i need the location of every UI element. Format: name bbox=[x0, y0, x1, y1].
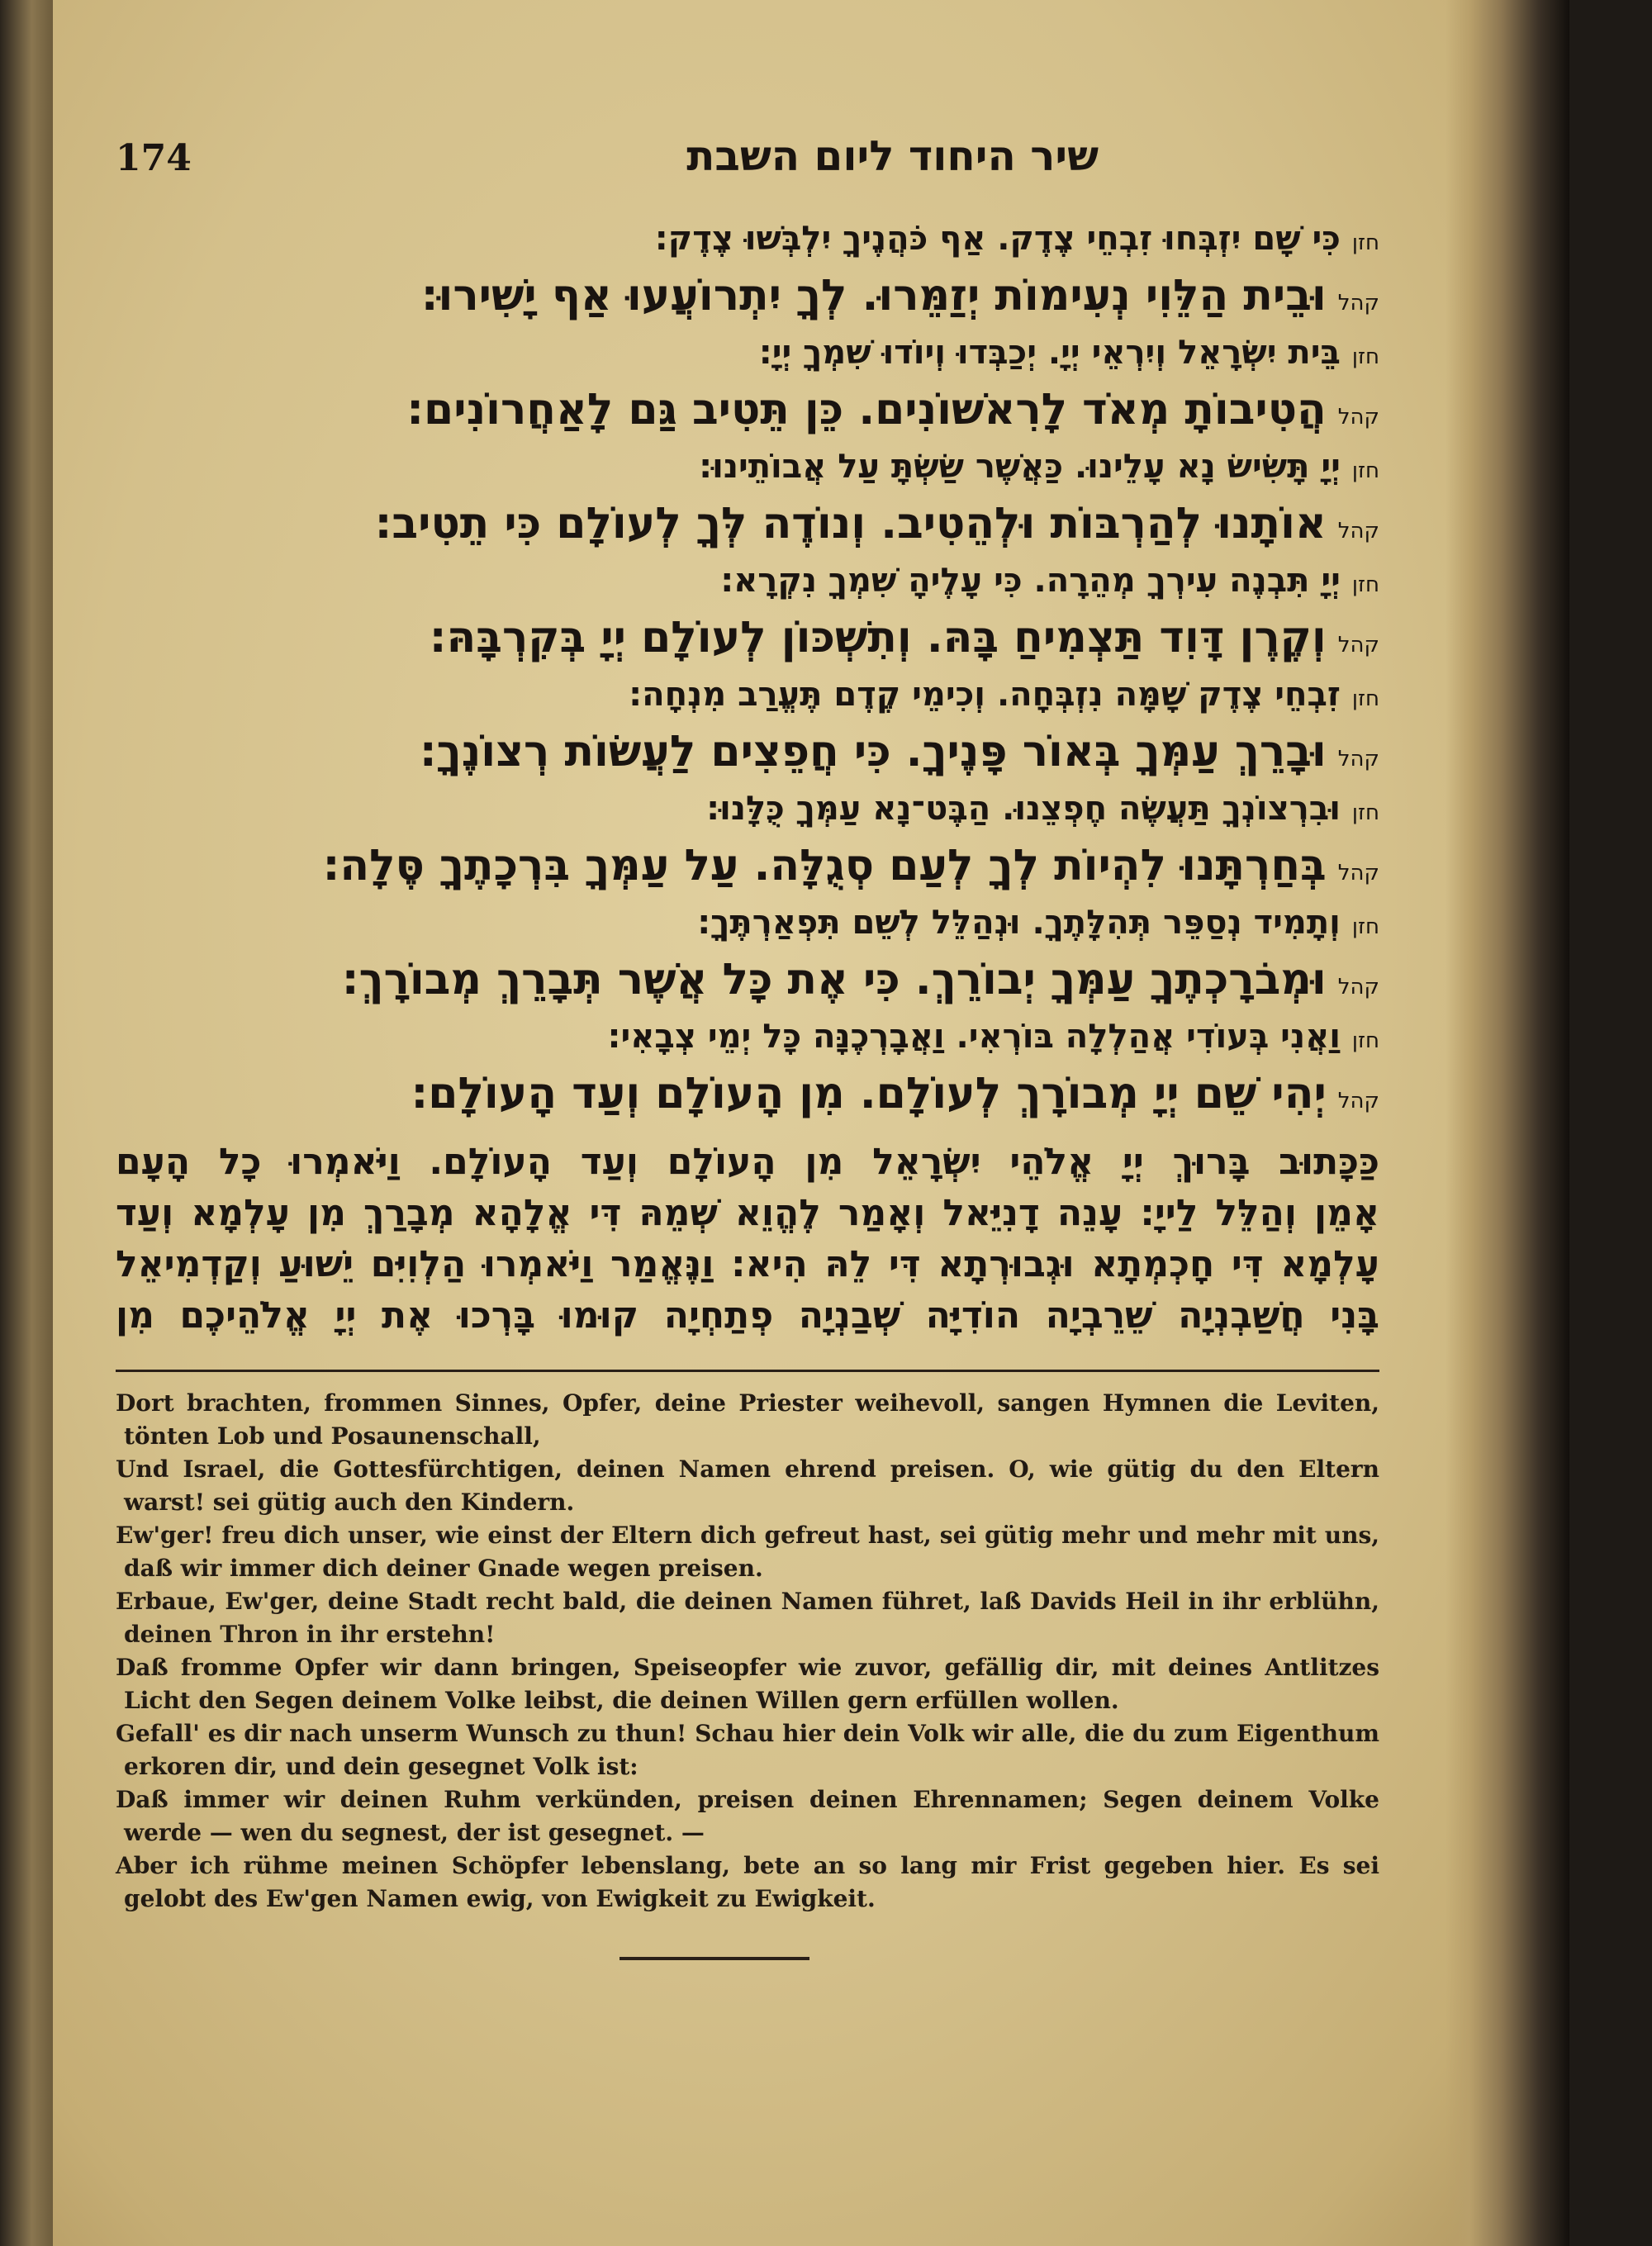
speaker-label: חזן bbox=[1351, 572, 1379, 597]
speaker-label: חזן bbox=[1351, 458, 1379, 483]
speaker-label: חזן bbox=[1351, 230, 1379, 255]
verse-line bbox=[116, 553, 1379, 608]
verse-text: וּמְבֹרָכְתֶךָ עַמְּךָ יְבוֹרֵךְ. כִּי אֶת כָּל אֲשֶׁר תְּבָרֵךְ מְבוֹרָךְ: bbox=[341, 955, 1327, 1004]
verse-line bbox=[116, 1009, 1379, 1064]
verse-text: בֵּית יִשְׂרָאֵל וְיִרְאֵי יְיָ. יְכַבְּדוּ וְיוֹדוּ שִׁמְךָ יְיָ: bbox=[758, 334, 1341, 372]
speaker-label: חזן bbox=[1351, 1028, 1379, 1053]
verse-line bbox=[116, 266, 1379, 325]
speaker-label: קהל bbox=[1337, 975, 1379, 1000]
speaker-label: חזן bbox=[1351, 686, 1379, 711]
speaker-label: קהל bbox=[1337, 633, 1379, 658]
verse-text: וַאֲנִי בְּעוֹדִי אֲהַלְלָה בּוֹרְאִי. וַאֲבָרְכֶנָּה כָּל יְמֵי צְבָאִי: bbox=[607, 1018, 1341, 1056]
verse-line bbox=[116, 667, 1379, 722]
speaker-label: קהל bbox=[1337, 1089, 1379, 1114]
verse-text: הֲטִיבוֹתָ מְאֹד לָרִאשׁוֹנִים. כֵּן תֵּטִיב גַּם לָאַחֲרוֹנִים: bbox=[406, 385, 1327, 434]
speaker-label: קהל bbox=[1337, 291, 1379, 316]
prose-line: כַּכָּתוּב בָּרוּךְ יְיָ אֱלֹהֵי יִשְׂרָאֵל מִן הָעוֹלָם וְעַד הָעוֹלָם. וַיֹּאמְרוּ כָל הָעָם bbox=[116, 1141, 1379, 1183]
speaker-label: קהל bbox=[1337, 861, 1379, 886]
speaker-label: קהל bbox=[1337, 747, 1379, 772]
running-title: שיר היחוד ליום השבת bbox=[686, 132, 1099, 180]
translation-paragraph: Daß immer wir deinen Ruhm verkünden, preisen deinen Ehrennamen; Segen deinem Volke werde — wen du segnest, der ist gesegnet. — bbox=[116, 1786, 1379, 1846]
verse-text: וּבֵית הַלֵּוִי נְעִימוֹת יְזַמֵּרוּ. לְךָ יִתְרוֹעֲעוּ אַף יָשִׁירוּ: bbox=[420, 271, 1327, 321]
translation-paragraph: Und Israel, die Gottesfürchtigen, deinen Namen ehrend preisen. O, wie gütig du den Eltern warst! sei gütig auch den Kindern. bbox=[116, 1455, 1379, 1516]
german-translation bbox=[116, 1387, 1379, 1916]
verse-text: וְקֶרֶן דָּוִד תַּצְמִיחַ בָּהּ. וְתִשְׁכּוֹן לְעוֹלָם יְיָ בְּקִרְבָּהּ: bbox=[429, 613, 1327, 662]
verse-text: יְיָ תִּבְנֶה עִירְךָ מְהֵרָה. כִּי עָלֶיהָ שִׁמְךָ נִקְרָא: bbox=[720, 562, 1341, 600]
verse-text: בְּחַרְתָּנוּ לִהְיוֹת לְךָ לְעַם סְגֻלָּה. עַל עַמְּךָ בִּרְכָתֶךָ סֶּלָה: bbox=[322, 841, 1327, 890]
hebrew-prose-paragraph bbox=[116, 1137, 1379, 1341]
verse-text: וְתָמִיד נְסַפֵּר תְּהִלָּתֶךָ. וּנְהַלֵּל לְשֵׁם תִּפְאַרְתֶּךָ: bbox=[697, 904, 1341, 942]
verse-line bbox=[116, 781, 1379, 836]
section-divider bbox=[116, 1370, 1379, 1372]
translation-paragraph: Daß fromme Opfer wir dann bringen, Speiseopfer wie zuvor, gefällig dir, mit deines Antlitzes Licht den Segen deinem Volke leibst, die deinen Willen gern erfüllen wollen. bbox=[116, 1654, 1379, 1714]
book-gutter bbox=[0, 0, 53, 2246]
verse-line bbox=[116, 1064, 1379, 1123]
verse-line bbox=[116, 380, 1379, 439]
verse-line bbox=[116, 494, 1379, 553]
end-rule bbox=[620, 1957, 809, 1960]
speaker-label: חזן bbox=[1351, 914, 1379, 939]
speaker-label: קהל bbox=[1337, 519, 1379, 544]
translation-paragraph: Aber ich rühme meinen Schöpfer lebenslang, bete an so lang mir Frist gegeben hier. Es sei gelobt des Ew'gen Namen ewig, von Ewigkeit zu Ewigkeit. bbox=[116, 1852, 1379, 1912]
verse-line bbox=[116, 608, 1379, 667]
speaker-label: חזן bbox=[1351, 344, 1379, 369]
verse-line bbox=[116, 722, 1379, 781]
verse-line bbox=[116, 439, 1379, 494]
verse-text: זִבְחֵי צֶדֶק שָׁמָּה נִזְבְּחָה. וְכִימֵי קֶדֶם תֶּעֱרַב מִנְחָה: bbox=[629, 676, 1341, 714]
page-content bbox=[116, 132, 1379, 1960]
verse-line bbox=[116, 950, 1379, 1009]
verse-text: וּבִרְצוֹנְךָ תַּעֲשֶׂה חֶפְצֵנוּ. הַבֶּט־נָא עַמְּךָ כֻּלָּנוּ: bbox=[706, 790, 1341, 828]
prose-line: אָמֵן וְהַלֵּל לַייָ: עָנֵה דָנִיֵּאל וְאָמַר לֶהֱוֵא שְׁמֵהּ דִּי אֱלָהָא מְבָרַךְ מִן עָלְמָא וְעַד bbox=[116, 1192, 1379, 1234]
prose-line: עָלְמָא דִּי חָכְמְתָא וּגְבוּרְתָא דִּי לֵהּ הִיא: וַנֶּאֱמַר וַיֹּאמְרוּ הַלְוִיִּם יֵשׁוּעַ וְקַדְמִיאֵל bbox=[116, 1243, 1379, 1285]
speaker-label: חזן bbox=[1351, 800, 1379, 825]
prose-line: בָּנִי חֲשַׁבְנְיָה שֵׁרֵבְיָה הוֹדִיָּה שְׁבַנְיָה פְתַחְיָה קוּמוּ בָּרְכוּ אֶת יְיָ אֱלֹהֵיכֶם מִן bbox=[116, 1294, 1379, 1337]
verse-line bbox=[116, 325, 1379, 380]
page-header bbox=[116, 132, 1379, 207]
verse-text: יְהִי שֵׁם יְיָ מְבוֹרָךְ לְעוֹלָם. מִן הָעוֹלָם וְעַד הָעוֹלָם: bbox=[411, 1069, 1327, 1118]
verse-line bbox=[116, 836, 1379, 895]
page-edge-shadow bbox=[1446, 0, 1569, 2246]
page-number: 174 bbox=[116, 137, 192, 179]
verse-text: יְיָ תָּשִׂישׂ נָא עָלֵינוּ. כַּאֲשֶׁר שַׂשְׂתָּ עַל אֲבוֹתֵינוּ: bbox=[699, 448, 1341, 486]
speaker-label: קהל bbox=[1337, 405, 1379, 430]
verse-line bbox=[116, 211, 1379, 266]
verse-text: כִּי שָׁם יִזְבְּחוּ זִבְחֵי צֶדֶק. אַף כֹּהֲנֶיךָ יִלְבְּשׁוּ צֶדֶק: bbox=[654, 220, 1341, 258]
verse-line bbox=[116, 895, 1379, 950]
translation-paragraph: Dort brachten, frommen Sinnes, Opfer, deine Priester weihevoll, sangen Hymnen die Leviten, tönten Lob und Posaunenschall, bbox=[116, 1389, 1379, 1450]
hebrew-verses bbox=[116, 211, 1379, 1123]
verse-text: וּבָרֵךְ עַמְּךָ בְּאוֹר פָּנֶיךָ. כִּי חֲפֵצִים לַעֲשׂוֹת רְצוֹנֶךָ: bbox=[419, 727, 1327, 776]
verse-text: אוֹתָנוּ לְהַרְבּוֹת וּלְהֵטִיב. וְנוֹדֶה לְּךָ לְעוֹלָם כִּי תֵטִיב: bbox=[374, 499, 1327, 548]
translation-paragraph: Gefall' es dir nach unserm Wunsch zu thun! Schau hier dein Volk wir alle, die du zum Eigenthum erkoren dir, und dein gesegnet Volk ist: bbox=[116, 1720, 1379, 1780]
translation-paragraph: Erbaue, Ew'ger, deine Stadt recht bald, die deinen Namen führet, laß Davids Heil in ihr erblühn, deinen Thron in ihr erstehn! bbox=[116, 1588, 1379, 1648]
translation-paragraph: Ew'ger! freu dich unser, wie einst der Eltern dich gefreut hast, sei gütig mehr und mehr mit uns, daß wir immer dich deiner Gnade wegen preisen. bbox=[116, 1522, 1379, 1582]
